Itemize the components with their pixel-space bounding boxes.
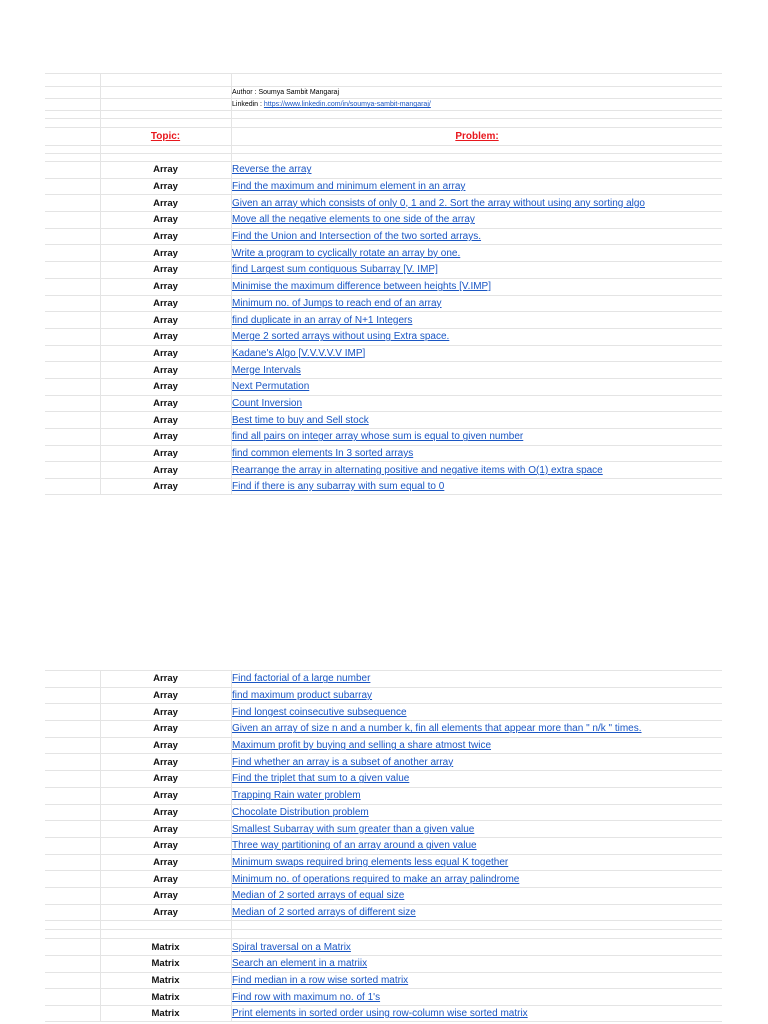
topic-cell: Array [100,179,232,195]
topic-cell: Array [100,838,232,854]
topic-cell: Array [100,379,232,395]
table-row [45,837,722,854]
problem-link[interactable]: Given an array which consists of only 0, 1 and 2. Sort the array without using any sorting algo [232,197,645,209]
topic-cell: Array [100,821,232,837]
author-row [45,86,722,98]
table-row [45,804,722,821]
problem-header: Problem: [455,131,499,142]
topic-cell: Array [100,704,232,720]
table-row [45,870,722,887]
topic-cell: Matrix [100,1006,232,1021]
problem-link[interactable]: Find whether an array is a subset of another array [232,756,454,768]
table-row [45,753,722,770]
problem-link[interactable]: Merge 2 sorted arrays without using Extra space. [232,331,450,343]
problem-link[interactable]: Find the maximum and minimum element in an array [232,181,466,193]
problem-link[interactable]: Move all the negative elements to one side of the array [232,214,475,226]
array-section-1 [45,161,722,495]
topic-cell: Array [100,279,232,295]
topic-cell: Array [100,888,232,904]
table-row [45,820,722,837]
table-row [45,428,722,445]
linkedin-label: Linkedin : [232,101,264,108]
blank-row [45,73,722,86]
topic-cell: Matrix [100,956,232,972]
problem-link[interactable]: Find longest coinsecutive subsequence [232,706,407,718]
table-row [45,887,722,904]
problem-link[interactable]: Maximum profit by buying and selling a share atmost twice [232,740,492,752]
topic-cell: Array [100,262,232,278]
topic-cell: Array [100,905,232,921]
problem-link[interactable]: Median of 2 sorted arrays of equal size [232,890,405,902]
table-row [45,228,722,245]
table-row [45,988,722,1005]
topic-cell: Array [100,412,232,428]
problem-link[interactable]: Find the Union and Intersection of the two sorted arrays. [232,231,482,243]
problem-link[interactable]: Next Permutation [232,381,310,393]
table-row [45,328,722,345]
problem-link[interactable]: Chocolate Distribution problem [232,806,369,818]
topic-cell: Array [100,296,232,312]
problem-link[interactable]: Minimum no. of operations required to make an array palindrome [232,873,520,885]
topic-cell: Array [100,245,232,261]
sheet-top [45,73,722,495]
topic-cell: Matrix [100,989,232,1005]
header-row [45,127,722,145]
topic-header: Topic: [150,131,181,142]
problem-link[interactable]: find all pairs on integer array whose sum is equal to given number [232,431,524,443]
topic-cell: Array [100,346,232,362]
problem-link[interactable]: Count Inversion [232,397,303,409]
problem-link[interactable]: Reverse the array [232,164,312,176]
problem-link[interactable]: Find row with maximum no. of 1's [232,991,381,1003]
topic-cell: Array [100,738,232,754]
table-row [45,211,722,228]
table-row [45,1005,722,1022]
table-row [45,854,722,871]
topic-cell: Array [100,429,232,445]
table-row [45,478,722,495]
table-row [45,261,722,278]
table-row [45,311,722,328]
blank-row [45,920,722,929]
problem-link[interactable]: Write a program to cyclically rotate an array by one. [232,247,461,259]
table-row [45,194,722,211]
problem-link[interactable]: Search an element in a matriix [232,958,368,970]
table-row [45,445,722,462]
problem-link[interactable]: Minimum swaps required bring elements less equal K together [232,856,509,868]
table-row [45,178,722,195]
table-row [45,395,722,412]
table-row [45,361,722,378]
topic-cell: Array [100,396,232,412]
problem-link[interactable]: Find the triplet that sum to a given value [232,773,410,785]
problem-link[interactable]: Kadane's Algo [V.V.V.V.V IMP] [232,347,366,359]
table-row [45,787,722,804]
topic-cell: Array [100,771,232,787]
topic-cell: Array [100,362,232,378]
table-row [45,955,722,972]
problem-link[interactable]: Find if there is any subarray with sum equal to 0 [232,480,445,492]
problem-link[interactable]: find common elements In 3 sorted arrays [232,448,414,460]
table-row [45,938,722,955]
problem-link[interactable]: Median of 2 sorted arrays of different size [232,906,416,918]
author-line: Author : Soumya Sambit Mangaraj [232,89,339,96]
topic-cell: Array [100,312,232,328]
linkedin-link[interactable]: https://www.linkedin.com/in/soumya-sambit-mangaraj/ [263,101,431,108]
topic-cell: Array [100,462,232,478]
table-row [45,687,722,704]
table-row [45,720,722,737]
blank-row [45,118,722,127]
topic-cell: Array [100,446,232,462]
table-row [45,244,722,261]
topic-cell: Array [100,721,232,737]
problem-link[interactable]: Merge Intervals [232,364,301,376]
problem-link[interactable]: Best time to buy and Sell stock [232,414,369,426]
problem-link[interactable]: Print elements in sorted order using row-column wise sorted matrix [232,1007,528,1019]
problem-link[interactable]: Minimum no. of Jumps to reach end of an array [232,297,442,309]
topic-cell: Array [100,479,232,494]
matrix-section [45,938,722,1021]
problem-link[interactable]: Given an array of size n and a number k, fin all elements that appear more than " n/k " times. [232,723,642,735]
topic-cell: Matrix [100,939,232,955]
topic-cell: Array [100,805,232,821]
problem-link[interactable]: Minimise the maximum difference between heights [V.IMP] [232,281,492,293]
problem-link[interactable]: find Largest sum contiguous Subarray [V. IMP] [232,264,438,276]
table-row [45,461,722,478]
topic-cell: Array [100,688,232,704]
problem-link[interactable]: Trapping Rain water problem [232,790,361,802]
topic-cell: Array [100,212,232,228]
table-row [45,378,722,395]
problem-link[interactable]: Smallest Subarray with sum greater than a given value [232,823,475,835]
topic-cell: Array [100,671,232,687]
problem-link[interactable]: find duplicate in an array of N+1 Integers [232,314,413,326]
problem-link[interactable]: find maximum product subarray [232,690,373,702]
problem-link[interactable]: Find median in a row wise sorted matrix [232,975,409,987]
table-row [45,904,722,921]
sheet-middle [45,670,722,1022]
problem-link[interactable]: Find factorial of a large number [232,673,371,685]
table-row [45,670,722,687]
topic-cell: Array [100,788,232,804]
topic-cell: Array [100,329,232,345]
table-row [45,411,722,428]
problem-link[interactable]: Spiral traversal on a Matrix [232,941,351,953]
table-row [45,161,722,178]
topic-cell: Array [100,855,232,871]
blank-row [45,145,722,153]
linkedin-row [45,98,722,110]
table-row [45,345,722,362]
table-row [45,703,722,720]
topic-cell: Array [100,162,232,178]
blank-row [45,110,722,118]
problem-link[interactable]: Three way partitioning of an array around a given value [232,840,477,852]
topic-cell: Array [100,871,232,887]
blank-row [45,153,722,161]
problem-link[interactable]: Rearrange the array in alternating positive and negative items with O(1) extra space [232,464,603,476]
table-row [45,770,722,787]
topic-cell: Matrix [100,973,232,989]
table-row [45,295,722,312]
table-row [45,737,722,754]
topic-cell: Array [100,229,232,245]
table-row [45,972,722,989]
topic-cell: Array [100,754,232,770]
table-row [45,278,722,295]
topic-cell: Array [100,195,232,211]
blank-row [45,929,722,938]
array-section-2 [45,670,722,920]
